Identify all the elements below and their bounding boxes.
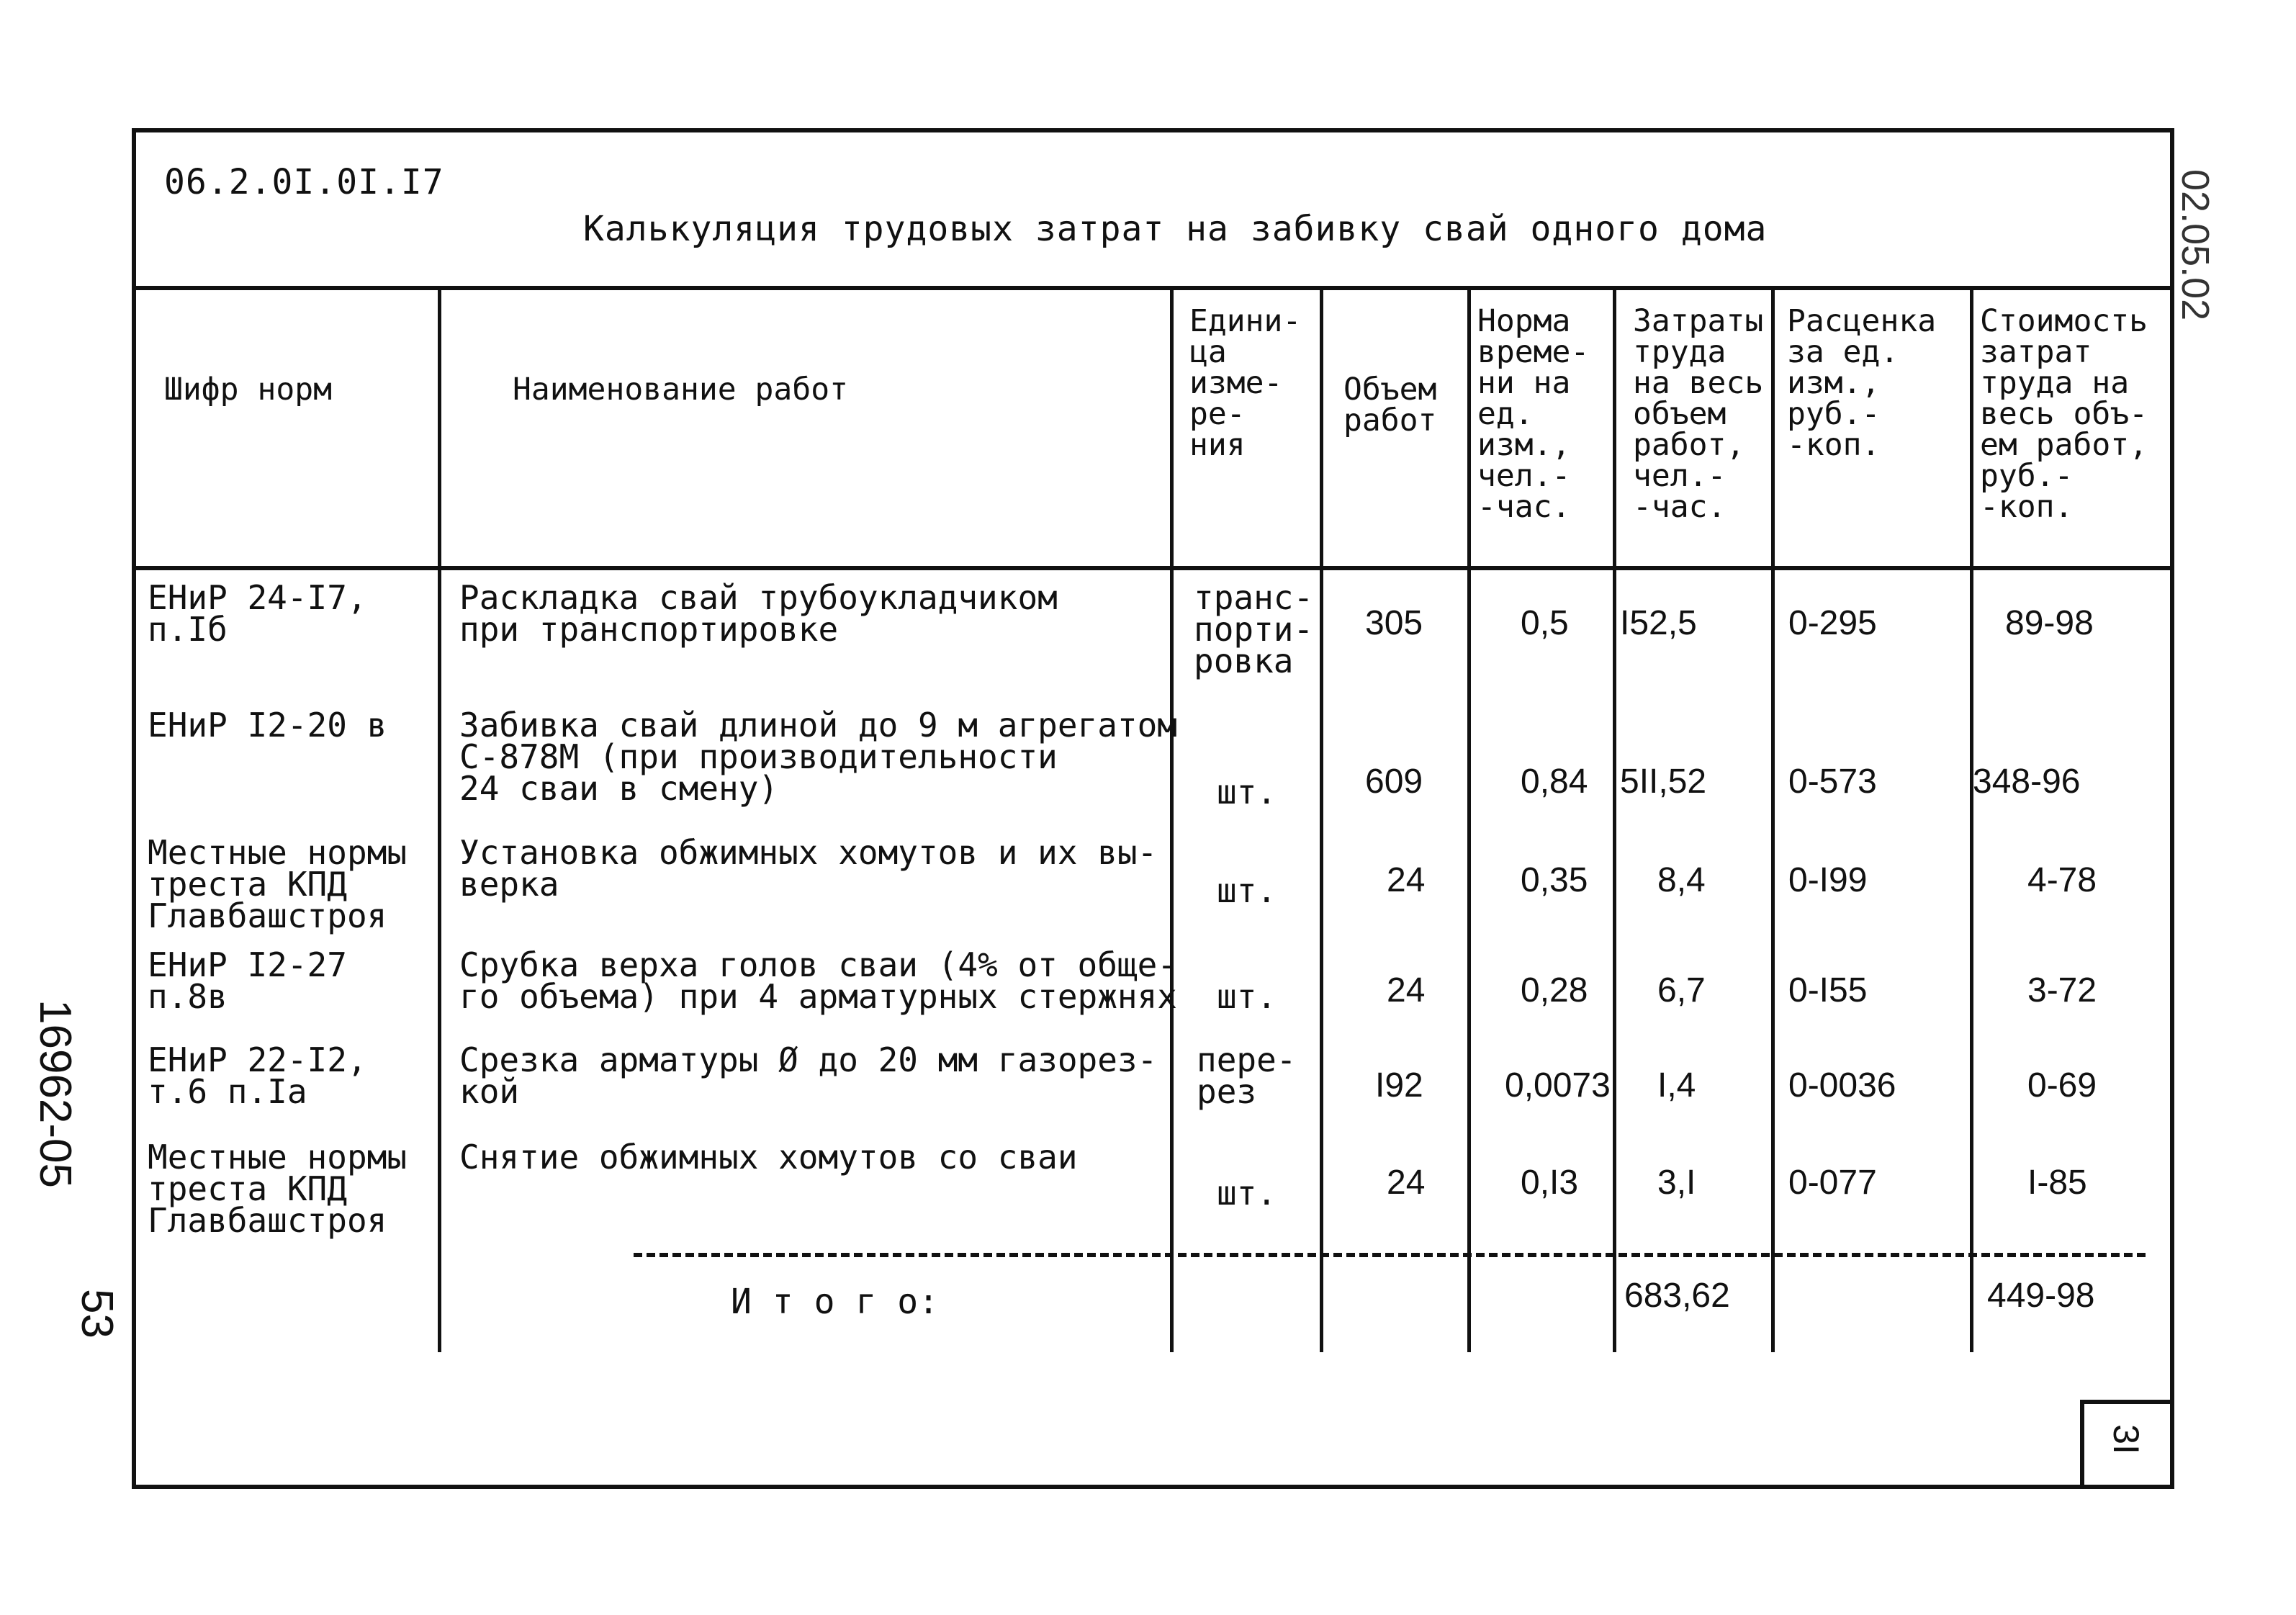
row-1-rate: 0-295 [1788,604,1877,642]
row-6-volume: 24 [1387,1164,1426,1202]
row-4-code: ЕНиР I2-27 п.8в [148,945,347,1016]
header-cost: Стоимость затрат труда на весь объ- ем работ, руб.- -коп. [1980,303,2148,525]
row-2-volume: 609 [1365,762,1423,801]
total-cost: 449-98 [1987,1277,2095,1315]
row-2-norm: 0,84 [1521,762,1588,801]
row-2-rate: 0-573 [1788,762,1877,801]
row-4-volume: 24 [1387,971,1426,1009]
total-separator [634,1253,2146,1257]
header-norm: Норма време- ни на ед. изм., чел.- -час. [1477,303,1590,525]
document-code: 06.2.0I.0I.I7 [164,162,444,202]
row-4-rate: 0-I55 [1788,971,1868,1009]
row-6-norm: 0,I3 [1521,1164,1579,1202]
right-margin-code: 02.05.02 [2174,169,2217,321]
col-divider-5 [1613,290,1616,1352]
row-3-unit: шт. [1217,871,1277,910]
row-4-cost: 3-72 [2027,971,2097,1009]
col-divider-2 [1170,290,1174,1352]
row-4-name: Срубка верха голов сваи (4% от обще- го объема) при 4 арматурных стержнях [459,945,1177,1016]
row-3-rate: 0-I99 [1788,861,1868,899]
row-6-name: Снятие обжимных хомутов со сваи [459,1138,1078,1177]
row-3-volume: 24 [1387,861,1426,899]
row-1-volume: 305 [1365,604,1423,642]
header-rate: Расценка за ед. изм., руб.- -коп. [1787,303,1937,463]
total-labor: 683,62 [1624,1277,1730,1315]
row-2-name: Забивка свай длиной до 9 м агрегатом С-878М (при производительности 24 сваи в смену) [459,706,1177,808]
document-title: Калькуляция трудовых затрат на забивку свай одного дома [583,209,1768,249]
header-code: Шифр норм [164,372,332,408]
row-6-cost: I-85 [2027,1164,2087,1202]
header-name: Наименование работ [513,372,848,408]
row-2-unit: шт. [1217,773,1277,811]
col-divider-4 [1467,290,1471,1352]
col-divider-3 [1320,290,1323,1352]
left-margin-page: 53 [72,1289,122,1339]
row-3-code: Местные нормы треста КПД Главбашстроя [148,833,408,935]
col-divider-6 [1771,290,1775,1352]
row-3-norm: 0,35 [1521,861,1588,899]
row-5-labor: I,4 [1657,1066,1696,1105]
row-3-name: Установка обжимных хомутов и их вы- верка [459,833,1158,904]
row-5-cost: 0-69 [2027,1066,2097,1105]
row-1-labor: I52,5 [1620,604,1697,642]
total-label: И т о г о: [731,1282,939,1322]
row-1-code: ЕНиР 24-I7, п.Iб [148,578,367,649]
row-1-cost: 89-98 [2005,604,2094,642]
left-margin-code: 16962-05 [30,999,80,1189]
header-labor: Затраты труда на весь объем работ, чел.- -час. [1633,303,1764,525]
col-divider-1 [438,290,441,1352]
col-divider-7 [1970,290,1973,1352]
header-volume: Объем работ [1343,372,1437,438]
row-5-norm: 0,0073 [1505,1066,1611,1105]
row-5-unit: пере- рез [1197,1040,1297,1111]
row-4-unit: шт. [1217,977,1277,1016]
row-6-rate: 0-077 [1788,1164,1877,1202]
row-5-volume: I92 [1375,1066,1423,1105]
row-2-code: ЕНиР I2-20 в [148,706,387,744]
row-6-unit: шт. [1217,1174,1277,1213]
row-3-labor: 8,4 [1657,861,1706,899]
row-1-norm: 0,5 [1521,604,1569,642]
header-unit: Едини- ца изме- ре- ния [1189,303,1302,463]
row-1-unit: транс- порти- ровка [1194,578,1314,680]
row-5-rate: 0-0036 [1788,1066,1896,1105]
row-6-code: Местные нормы треста КПД Главбашстроя [148,1138,408,1240]
row-2-labor: 5II,52 [1620,762,1707,801]
page-number: 3I [2105,1424,2146,1454]
row-5-code: ЕНиР 22-I2, т.6 п.Iа [148,1040,367,1111]
row-2-cost: 348-96 [1973,762,2081,801]
row-6-labor: 3,I [1657,1164,1696,1202]
row-5-name: Срезка арматуры Ø до 20 мм газорез- кой [459,1040,1158,1111]
row-4-labor: 6,7 [1657,971,1706,1009]
row-3-cost: 4-78 [2027,861,2097,899]
row-4-norm: 0,28 [1521,971,1588,1009]
row-1-name: Раскладка свай трубоукладчиком при транспортировке [459,578,1058,649]
